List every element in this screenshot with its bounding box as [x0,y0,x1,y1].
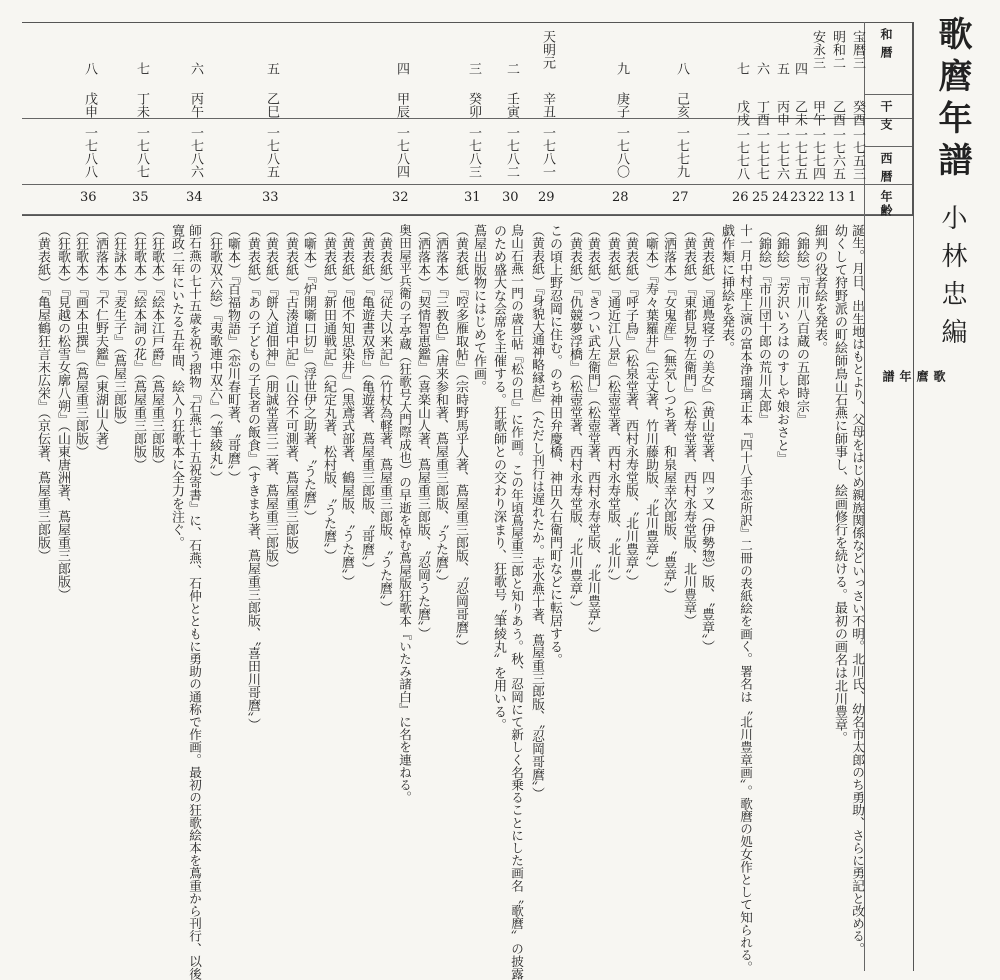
era-cell: 八 [674,62,689,75]
ad-cell: 一七八七 [134,126,149,178]
kanshi-cell: 丙午 [188,92,203,118]
entry-line: （黄表紙）『東都見物左衛門』（松寿堂著、西村永寿堂版、北川豊章） [681,224,696,627]
ad-cell: 一七八五 [264,126,279,178]
ad-cell: 一七五三 [850,128,865,180]
ad-cell: 一七八六 [188,126,203,178]
page-title: 歌麿年譜 [932,16,972,184]
kanshi-cell: 丁未 [134,92,149,118]
entry-line: 寛政二年にいたる五年間、絵入り狂歌本に全力を注ぐ。 [169,224,184,549]
kanshi-cell: 戊戌 [734,100,749,126]
entry-line: （狂詠本）『麦生子』（蔦屋三郎版） [111,224,126,432]
entry-line: （黄表紙）『亀遊書双帋』（亀遊著、蔦屋重三郎版、〝哥麿〟） [359,224,374,575]
age-cell: 30 [502,190,519,205]
era-cell: 四 [394,62,409,75]
era-cell: 天明元 [540,30,555,69]
ad-cell: 一七七八 [734,128,749,180]
entry-line: 十一月中村座上演の富本浄瑠璃正本『四十八手恋所訳』二冊の表紙絵を画く。署名は〝北川豊章画〟。歌麿の処女作として知られる。 [738,224,753,974]
kanshi-cell: 甲辰 [394,92,409,118]
entry-line: 細判の役者絵を発表。 [812,224,827,354]
entry-line: この頃上野忍岡に住む。のち神田弁慶橋、神田久右衛門町などに転居する。 [547,224,562,666]
age-cell: 36 [80,190,97,205]
ad-cell: 一七八一 [540,126,555,178]
entry-line: （噺本）『炉開噺口切』（浮世伊之助著、〝うた麿〟） [301,224,316,523]
era-cell: 七 [734,62,749,75]
ad-cell: 一七八二 [504,126,519,178]
kanshi-cell: 乙酉 [830,100,845,126]
era-cell: 五 [264,62,279,75]
entry-line: 幼くして狩野派の町絵師鳥山石燕に師事し、絵画修行を続ける。最初の画名は北川豊章。 [832,224,847,744]
kanshi-cell: 壬寅 [504,92,519,118]
entry-line: （洒落本）『三教色』（唐来参和著、蔦屋重三郎版、〝うた麿〟） [433,224,448,588]
age-cell: 24 [772,190,789,205]
entry-line: （黄表紙）『新田通戦記』（紀定丸著、松村版、〝うた麿〟） [321,224,336,562]
kanshi-cell: 癸酉 [850,100,865,126]
age-cell: 34 [186,190,203,205]
entry-line: （黄表紙）『きつい武左衛門』（松壺堂著、西村永寿堂版、〝北川豊章〟） [585,224,600,640]
row-divider-nenrei [22,214,912,215]
era-cell: 五 [774,62,789,75]
entry-line: （狂歌本）『絵本詞の花』（蔦屋重三郎版） [131,224,146,471]
entry-line: （黄表紙）『仇競夢浮橋』（松壺堂著、西村永寿堂版、〝北川豊章〟） [567,224,582,614]
era-cell: 七 [134,62,149,75]
ad-cell: 一七七九 [674,126,689,178]
age-cell: 1 [848,190,857,205]
entry-line: （狂歌本）『絵本江戸爵』（蔦屋重三郎版） [149,224,164,471]
entry-line: （黄表紙）『餅入道佃神』（朋誠堂喜三二著、蔦屋重三郎版） [263,224,278,575]
column-heading-kahyo [880,370,948,510]
entry-line: （狂歌本）『画本虫撰』（蔦屋重三郎版） [73,224,88,458]
header-nenrei: 年齢 [879,190,893,218]
kanshi-cell: 丁酉 [754,100,769,126]
entry-line: （噺本）『寿々葉羅井』（志丈著、竹川藤助版、〝北川豊章〟） [643,224,658,575]
kanshi-cell: 庚子 [614,92,629,118]
era-cell: 安永三 [810,30,825,69]
era-cell: 三 [466,62,481,75]
era-cell: 九 [614,62,629,75]
entry-line: 鳥山石燕一門の歳旦帖『松の旦』に作画。この年頃蔦屋重三郎と知りあう。秋、忍岡にて新しく名乗ることにした画名〝歌麿〟の披露 [509,224,524,980]
row-divider-seireki [22,184,912,185]
author-credit: 小林忠編 [937,204,967,356]
heading-char: 年 [898,370,912,382]
ad-cell: 一七六五 [830,128,845,180]
entry-line: （洒落本）『不仁野夫鑑』（東湖山人著） [93,224,108,458]
ad-cell: 一七八〇 [614,126,629,178]
entry-line: （狂歌双六絵）『夷歌連中双六』（〝筆綾丸〟） [207,224,222,484]
kanshi-cell: 甲午 [810,100,825,126]
era-cell: 明和二 [830,30,845,69]
entry-line: （黄表紙）『他不知思染井』（黒鳶式部著、鶴屋版、〝うた麿〟） [339,224,354,588]
entry-line: 誕生。月日、出生地はもとより、父母をはじめ親族関係などいっさい不明。北川氏、幼名市太郎のち勇助、さらに勇記と改める。 [850,224,865,955]
era-cell: 八 [82,62,97,75]
header-seireki: 西暦 [879,152,893,188]
age-cell: 33 [262,190,279,205]
entry-line: 師石燕の七十五歳を祝う摺物『石燕七十五祝寄書』に、石燕、石仲とともに勇助の通称で作画。最初の狂歌絵本を蔦重から刊行、以後 [187,224,202,980]
entry-line: （噺本）『百福物語』（恋川春町著、〝哥麿〟） [225,224,240,484]
entry-line: （黄表紙）『従夫以来記』（竹杖為軽著、蔦屋重三郎版、〝うた麿〟） [377,224,392,614]
ad-cell: 一七八三 [466,126,481,178]
era-cell: 宝暦三 [850,30,865,69]
age-cell: 27 [672,190,689,205]
entry-line: （黄表紙）『啌多雁取帖』（宗時野馬乎人著、蔦屋重三郎版、〝忍岡哥麿〟） [453,224,468,653]
header-divider [864,146,912,147]
heading-char: 麿 [915,370,929,382]
age-cell: 32 [392,190,409,205]
entry-line: （黄表紙）『通鳧寝子の美女』（黄山堂著、四ッ又（伊勢惣）版、〝豊章〟） [699,224,714,653]
kanshi-cell: 乙巳 [264,92,279,118]
entry-line: （黄表紙）『亀屋鶴狂言末広栄』（京伝著、蔦屋重三郎版） [35,224,50,562]
era-cell: 六 [188,62,203,75]
entry-line: （狂歌本）『見越の松雪女廓八朔』（山東唐洲著、蔦屋重三郎版） [55,224,70,601]
kanshi-cell: 乙未 [792,100,807,126]
entry-line: のため盛大な会席を主催する。狂歌師との交わり深まり、狂歌号〝筆綾丸〟を用いる。 [491,224,506,731]
entry-line: （洒落本）『契情智恵鑑』（喜楽山人著、蔦屋重三郎版、〝忍岡うた麿〟） [415,224,430,640]
age-cell: 22 [808,190,825,205]
entry-line: （錦絵）『芳沢いろはのすしや娘おさと』 [774,224,789,465]
header-kanshi: 干支 [879,100,893,136]
age-cell: 31 [464,190,481,205]
entry-line: （黄表紙）『古湊道中記』（山谷不可測著、蔦屋重三郎版） [283,224,298,562]
era-cell: 四 [792,62,807,75]
kanshi-cell: 丙申 [774,100,789,126]
entry-line: （洒落本）『女鬼産』（無気しつち著、和泉屋幸次郎版、〝豊章〟） [661,224,676,601]
entry-line: （錦絵）『市川団十郎の荒川太郎』 [756,224,771,426]
ad-cell: 一七七四 [810,128,825,180]
kanshi-cell: 癸卯 [466,92,481,118]
ad-cell: 一七七五 [792,128,807,180]
ad-cell: 一七八八 [82,126,97,178]
ad-cell: 一七七六 [774,128,789,180]
header-divider [864,94,912,95]
entry-line: （黄表紙）『通近江八景』（松壺堂著、西村永寿堂版、〝北川〟） [605,224,620,588]
entry-line: 奥田屋平兵衛の子亭蔵（狂歌号大門際成也）の早逝を悼む蔦屋版狂歌本『いたみ諸白』に名を連ねる。 [397,224,412,804]
heading-char: 譜 [881,370,895,382]
age-cell: 29 [538,190,555,205]
age-cell: 35 [132,190,149,205]
ad-cell: 一七八四 [394,126,409,178]
heading-char: 歌 [932,370,946,382]
entry-line: 蔦屋出版物にはじめて作画。 [471,224,486,393]
entry-line: （黄表紙）『あの子どもの子長者の飯食』（すきまち著、蔦屋重三郎版、〝喜田川哥麿〟） [245,224,260,731]
age-cell: 28 [612,190,629,205]
entry-line: （錦絵）『市川八百蔵の五郎時宗』 [794,224,809,426]
kanshi-cell: 己亥 [674,92,689,118]
era-cell: 六 [754,62,769,75]
age-cell: 26 [732,190,749,205]
header-wareki: 和暦 [879,28,893,64]
kanshi-cell: 辛丑 [540,92,555,118]
ad-cell: 一七七七 [754,128,769,180]
entry-line: （黄表紙）『身貌大通神略縁起』（ただし刊行は遅れたか。志水燕十著、蔦屋重三郎版、〝忍岡哥麿〟） [529,224,544,800]
age-cell: 23 [790,190,807,205]
age-cell: 13 [828,190,845,205]
era-cell: 二 [504,62,519,75]
kanshi-cell: 戊申 [82,92,97,118]
entry-line: 戯作類に挿絵を発表。 [719,224,734,354]
entry-line: （黄表紙）『呼子鳥』（松泉堂著、西村永寿堂版、〝北川豊章〟） [623,224,638,588]
age-cell: 25 [752,190,769,205]
